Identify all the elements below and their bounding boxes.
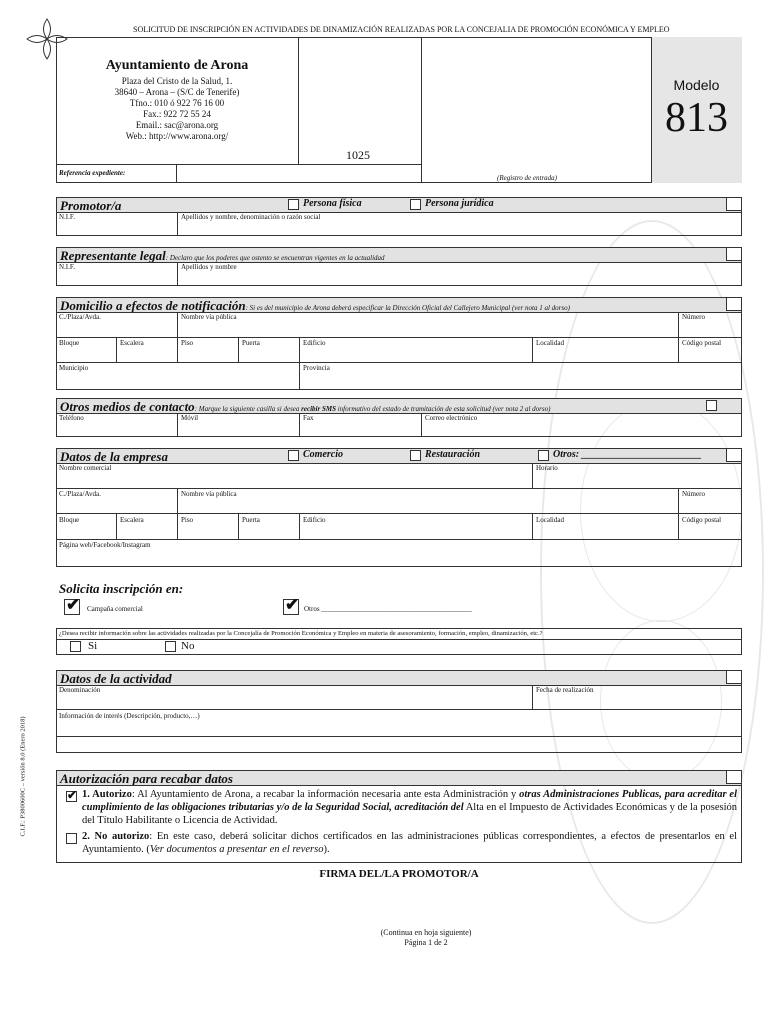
- persona-juridica-checkbox[interactable]: [410, 199, 421, 210]
- promotor-nif-field[interactable]: N.I.F.: [59, 213, 75, 221]
- actividad-info-field[interactable]: Información de interés (Descripción, producto,…): [59, 712, 200, 720]
- domicilio-piso-field[interactable]: Piso: [181, 339, 194, 347]
- contacto-telefono-field[interactable]: Teléfono: [59, 414, 84, 422]
- domicilio-puerta-field[interactable]: Puerta: [242, 339, 260, 347]
- contacto-fields: [56, 413, 742, 437]
- empresa-cp-field[interactable]: Código postal: [682, 516, 722, 524]
- promotor-title-bar: [56, 197, 742, 213]
- empresa-horario-field[interactable]: Horario: [536, 464, 558, 472]
- persona-fisica-label: Persona física: [303, 198, 362, 209]
- org-name: Ayuntamiento de Arona: [105, 58, 249, 73]
- empresa-edificio-field[interactable]: Edificio: [303, 516, 326, 524]
- representante-fields: [56, 262, 742, 286]
- otros-empresa-checkbox[interactable]: [538, 450, 549, 461]
- domicilio-bloque-field[interactable]: Bloque: [59, 339, 80, 347]
- campana-checkbox[interactable]: [64, 595, 81, 615]
- autorizacion-title: Autorización para recabar datos: [60, 771, 233, 786]
- actividad-fecha-field[interactable]: Fecha de realización: [536, 686, 594, 694]
- empresa-puerta-field[interactable]: Puerta: [242, 516, 260, 524]
- otros-solicita-checkbox[interactable]: [283, 595, 300, 615]
- empresa-title: Datos de la empresa: [60, 449, 168, 464]
- representante-title-bar: [56, 247, 742, 263]
- empresa-calle-field[interactable]: C./Plaza/Avda.: [59, 490, 101, 498]
- empresa-web-field[interactable]: Página web/Facebook/Instagram: [59, 541, 151, 549]
- promotor-nombre-field[interactable]: Apellidos y nombre, denominación o razón social: [181, 213, 321, 221]
- modelo-number: 813: [665, 95, 728, 141]
- autorizo-checkbox[interactable]: [66, 788, 78, 802]
- checkmark-icon: ✔: [67, 788, 78, 802]
- contacto-movil-field[interactable]: Móvil: [181, 414, 199, 422]
- no-autorizo-checkbox[interactable]: [66, 833, 77, 844]
- footer-continua: (Continua en hoja siguiente): [380, 928, 472, 937]
- footer-pagina: Página 1 de 2: [404, 938, 448, 947]
- contacto-title: Otros medios de contacto: [60, 399, 195, 414]
- domicilio-localidad-field[interactable]: Localidad: [536, 339, 564, 347]
- form-title: SOLICITUD DE INSCRIPCIÓN EN ACTIVIDADES DE DINAMIZACIÓN REALIZADAS POR LA CONCEJALIA DE PROMOCIÓN ECONÓMICA Y EMPLEO: [133, 25, 670, 34]
- modelo-label: Modelo: [673, 77, 720, 93]
- ref-input[interactable]: [177, 165, 420, 182]
- info-no-checkbox[interactable]: [165, 641, 176, 652]
- actividad-title: Datos de la actividad: [60, 671, 172, 686]
- campana-label: Campaña comercial: [87, 605, 143, 613]
- no-autorizo-text: 2. No autorizo: En este caso, deberá solicitar dichos certificados en las administraciones públicas correspondientes, a efectos de presentarlos en el Ayuntamiento. (Ver documentos a presentar en el reverso).: [82, 831, 737, 855]
- sms-checkbox[interactable]: [706, 400, 717, 411]
- domicilio-provincia-field[interactable]: Provincia: [303, 364, 330, 372]
- contacto-title-bar: Otros medios de contacto: Marque la siguiente casilla si desea recibir SMS informativo del estado de tramitación de esta solicitud (ver nota 2 al dorso): [56, 398, 742, 414]
- representante-title: Representante legal: [60, 248, 166, 263]
- autorizacion-title-bar: [56, 770, 742, 786]
- domicilio-numero-field[interactable]: Número: [682, 313, 705, 321]
- domicilio-cp-field[interactable]: Código postal: [682, 339, 722, 347]
- side-version-text: C.I.F.: P3800600C – versión 8.0 (Enero 2018): [19, 716, 27, 837]
- empresa-numero-field[interactable]: Número: [682, 490, 705, 498]
- info-si-checkbox[interactable]: [70, 641, 81, 652]
- restauracion-checkbox[interactable]: [410, 450, 421, 461]
- empresa-fields: [56, 463, 742, 567]
- domicilio-fields: [56, 312, 742, 390]
- domicilio-edificio-field[interactable]: Edificio: [303, 339, 326, 347]
- domicilio-escalera-field[interactable]: Escalera: [120, 339, 144, 347]
- ref-label: Referencia expediente:: [59, 169, 126, 177]
- org-address: Plaza del Cristo de la Salud, 1. 38640 – Arona – (S/C de Tenerife) Tfno.: 010 ó 922 76 16 00 Fax.: 922 72 55 24 Email.: sac@arona.org Web.: http://www.arona.org/: [114, 76, 240, 141]
- registro-label: (Registro de entrada): [497, 174, 558, 182]
- empresa-piso-field[interactable]: Piso: [181, 516, 194, 524]
- representante-subtitle: : Declaro que los poderes que ostento se encuentran vigentes en la actualidad: [165, 254, 385, 262]
- empresa-escalera-field[interactable]: Escalera: [120, 516, 144, 524]
- info-si-label: Si: [88, 640, 98, 652]
- restauracion-label: Restauración: [425, 449, 481, 460]
- solicita-title: Solicita inscripción en:: [59, 581, 184, 596]
- promotor-title: Promotor/a: [60, 198, 122, 213]
- promotor-fields: [56, 212, 742, 236]
- persona-fisica-checkbox[interactable]: [288, 199, 299, 210]
- contacto-fax-field[interactable]: Fax: [303, 414, 314, 422]
- otros-solicita-label: Otros ___________________________________________: [304, 605, 472, 613]
- contacto-correo-field[interactable]: Correo electrónico: [425, 414, 478, 422]
- domicilio-subtitle: : Si es del municipio de Arona deberá especificar la Dirección Oficial del Callejero Municipal (ver nota 1 al dorso): [245, 304, 570, 312]
- info-no-label: No: [181, 640, 195, 652]
- empresa-bloque-field[interactable]: Bloque: [59, 516, 80, 524]
- representante-nif-field[interactable]: N.I.F.: [59, 263, 75, 271]
- autorizo-text: 1. Autorizo: Al Ayuntamiento de Arona, a recabar la información necesaria ante esta Administración y otras Administraciones Publicas, para acreditar el cumplimiento de las obligaciones tributarias y/o de la Seguridad Social, acreditación del Alta en el Impuesto de Actividades Económicas y de la posesión del Título Habilitante o Licencia de Actividad.: [82, 789, 738, 826]
- otros-empresa-label: Otros: ________________________: [553, 449, 702, 460]
- actividad-denominacion-field[interactable]: Denominación: [59, 686, 101, 694]
- domicilio-municipio-field[interactable]: Municipio: [59, 364, 89, 372]
- domicilio-calle-field[interactable]: C./Plaza/Avda.: [59, 313, 101, 321]
- representante-nombre-field[interactable]: Apellidos y nombre: [181, 263, 237, 271]
- comercio-label: Comercio: [303, 449, 343, 460]
- empresa-nombre-field[interactable]: Nombre comercial: [59, 464, 112, 472]
- empresa-via-field[interactable]: Nombre vía pública: [181, 490, 237, 498]
- comercio-checkbox[interactable]: [288, 450, 299, 461]
- firma-label: FIRMA DEL/LA PROMOTOR/A: [319, 868, 479, 880]
- domicilio-title-bar: [56, 297, 742, 313]
- empresa-localidad-field[interactable]: Localidad: [536, 516, 564, 524]
- checkmark-icon: ✔: [66, 595, 81, 614]
- checkmark-icon: ✔: [285, 595, 300, 614]
- info-question: ¿Desea recibir información sobre las actividades realizadas por la Concejalía de Promoción Económica y Empleo en materia de asesoramiento, formación, empleo, dinamización, etc.?: [59, 630, 543, 637]
- code-number: 1025: [346, 148, 370, 162]
- domicilio-via-field[interactable]: Nombre vía pública: [181, 313, 237, 321]
- persona-juridica-label: Persona jurídica: [425, 198, 494, 209]
- domicilio-title: Domicilio a efectos de notificación: [60, 298, 246, 313]
- actividad-title-bar: [56, 670, 742, 686]
